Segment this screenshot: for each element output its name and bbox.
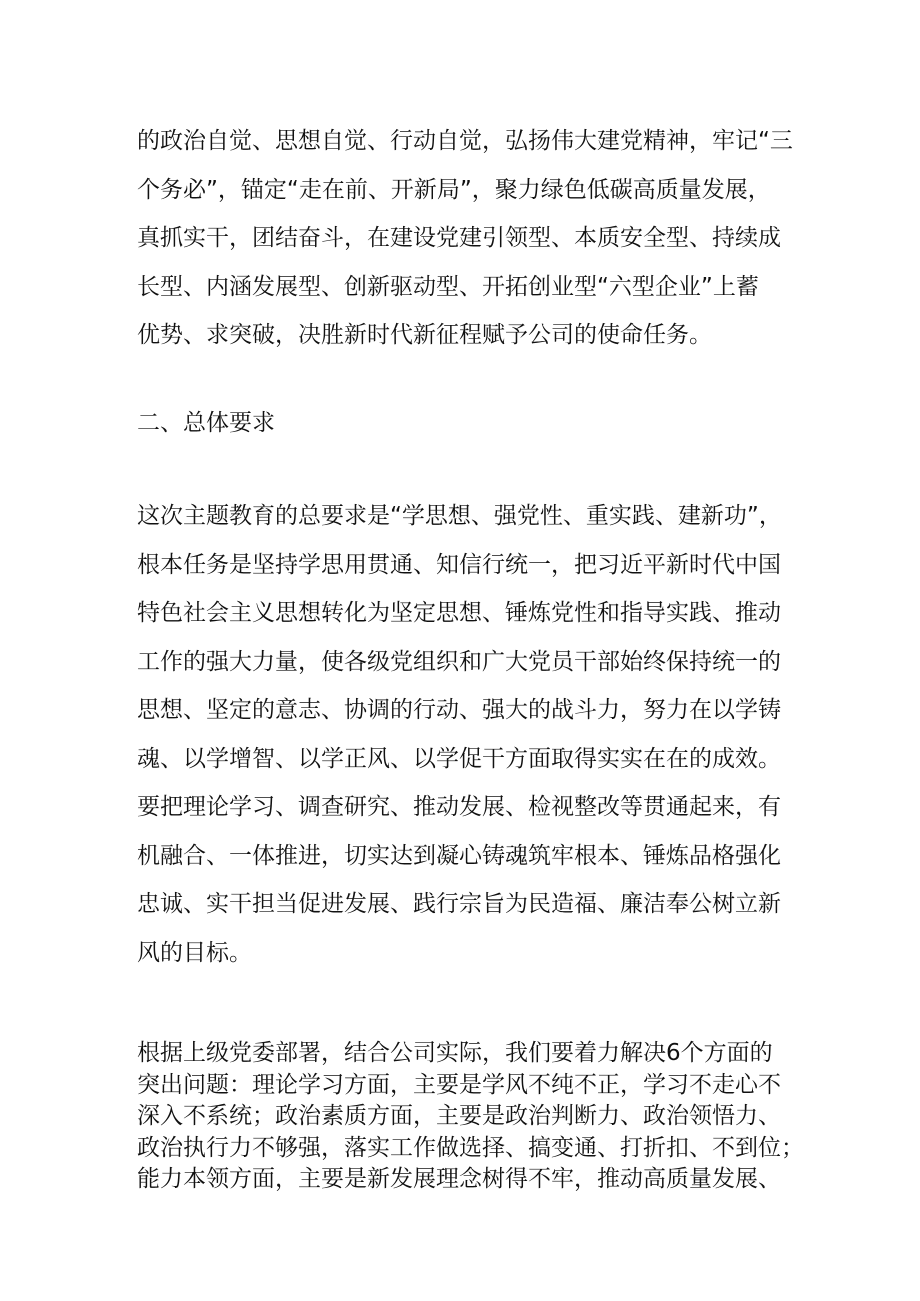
paragraph-political-consciousness [137,117,793,360]
text-line: 工作的强大力量，使各级党组织和广大党员干部始终保持统一的 [137,648,781,675]
text-line: 长型、内涵发展型、创新驱动型、开拓创业型“六型企业”上蓄 [137,273,759,300]
text-line: 真抓实干，团结奋斗，在建设党建引领型、本质安全型、持续成 [137,225,781,251]
text-line: 个务必”，锚定“走在前、开新局”，聚力绿色低碳高质量发展， [137,176,771,203]
text-line: 政治执行力不够强，落实工作做选择、搞变通、打折扣、不到位； [137,1134,804,1161]
text-line: 深入不系统；政治素质方面，主要是政治判断力、政治领悟力、 [137,1103,781,1129]
paragraph-general-requirements [137,492,782,977]
text-line: 要把理论学习、调查研究、推动发展、检视整改等贯通起来，有 [137,794,781,820]
paragraph-key-problems [137,1038,804,1196]
text-line: 的政治自觉、思想自觉、行动自觉，弘扬伟大建党精神，牢记“三 [137,128,793,154]
text-line: 魂、以学增智、以学正风、以学促干方面取得实实在在的成效。 [137,745,781,772]
text-line: 优势、求突破，决胜新时代新征程赋予公司的使命任务。 [137,322,712,348]
text-line: 突出问题：理论学习方面，主要是学风不纯不正，学习不走心不 [137,1071,781,1098]
text-line: 机融合、一体推进，切实达到凝心铸魂筑牢根本、锤炼品格强化 [137,842,781,869]
text-line: 根据上级党委部署，结合公司实际，我们要着力解决6个方面的 [137,1040,773,1066]
text-line: 风的目标。 [137,939,252,966]
section-heading: 二、总体要求 [137,410,275,436]
text-line: 特色社会主义思想转化为坚定思想、锤炼党性和指导实践、推动 [137,600,781,626]
text-line: 这次主题教育的总要求是“学思想、强党性、重实践、建新功”， [137,503,782,529]
text-line: 根本任务是坚持学思用贯通、知信行统一，把习近平新时代中国 [137,551,781,578]
text-line: 能力本领方面，主要是新发展理念树得不牢，推动高质量发展、 [137,1166,781,1192]
text-line: 忠诚、实干担当促进发展、践行宗旨为民造福、廉洁奉公树立新 [137,891,781,917]
text-line: 思想、坚定的意志、协调的行动、强大的战斗力，努力在以学铸 [137,697,781,723]
